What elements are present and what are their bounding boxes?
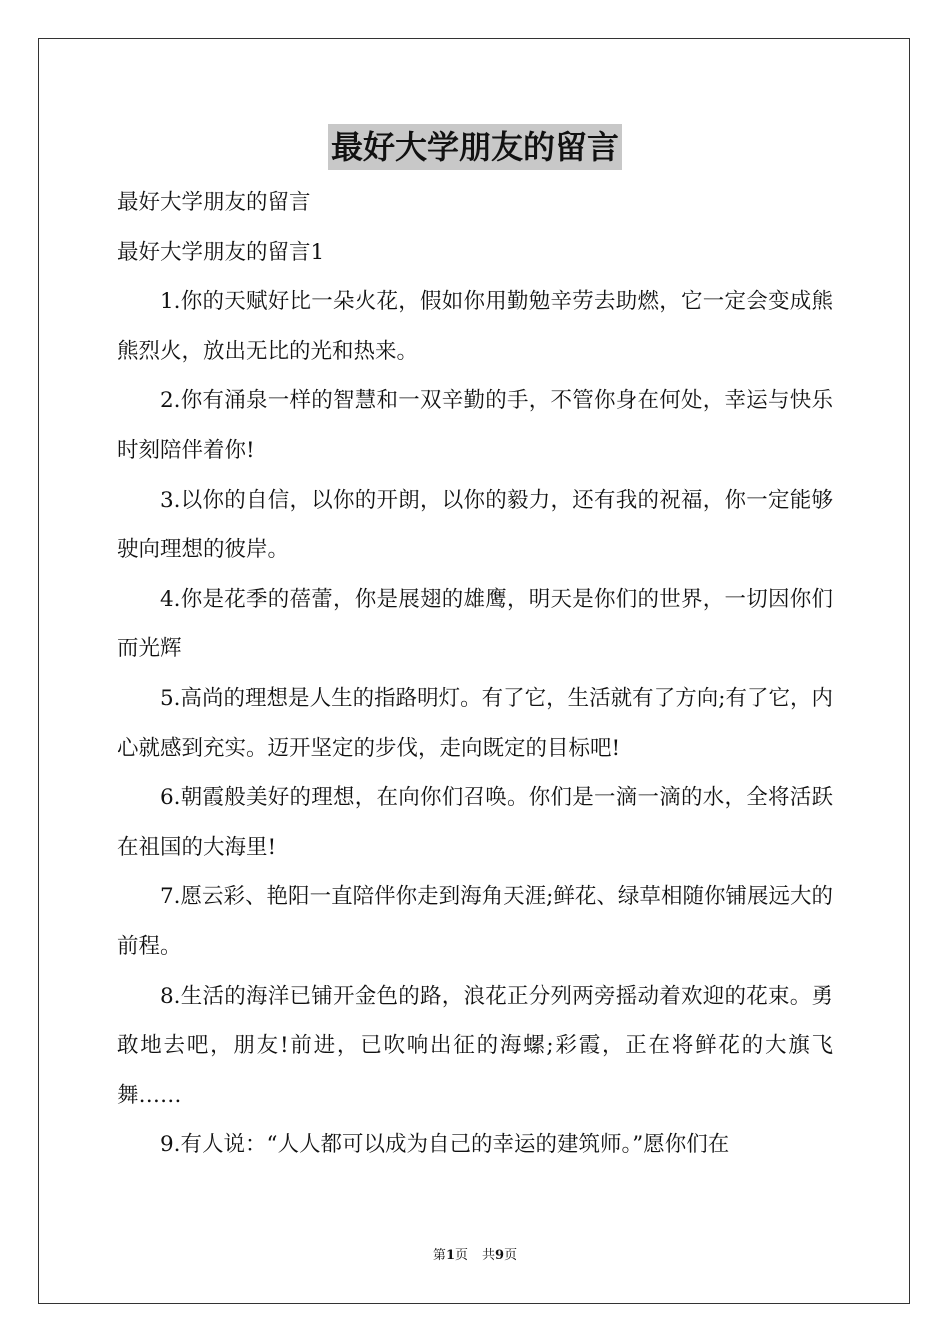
paragraph: 4.你是花季的蓓蕾，你是展翅的雄鹰，明天是你们的世界，一切因你们而光辉 — [117, 586, 833, 662]
paragraph: 7.愿云彩、艳阳一直陪伴你走到海角天涯;鲜花、绿草相随你铺展远大的前程。 — [117, 884, 833, 959]
paragraph: 2.你有涌泉一样的智慧和一双辛勤的手，不管你身在何处，幸运与快乐时刻陪伴着你! — [117, 388, 833, 463]
paragraph: 1.你的天赋好比一朵火花，假如你用勤勉辛劳去助燃，它一定会变成熊熊烈火，放出无比的光和热来。 — [117, 289, 833, 364]
paragraph: 8.生活的海洋已铺开金色的路，浪花正分列两旁摇动着欢迎的花束。勇敢地去吧，朋友!前进，已吹响出征的海螺;彩霞，正在将鲜花的大旗飞舞…… — [117, 983, 833, 1108]
title-area — [0, 124, 950, 170]
document-subtitle: 最好大学朋友的留言 — [117, 190, 311, 215]
document-body — [117, 178, 833, 1170]
paragraph: 6.朝霞般美好的理想，在向你们召唤。你们是一滴一滴的水，全将活跃在祖国的大海里! — [117, 785, 833, 860]
paragraph: 3.以你的自信，以你的开朗，以你的毅力，还有我的祝福，你一定能够驶向理想的彼岸。 — [117, 487, 833, 563]
page-number: 第1页 — [432, 1248, 468, 1263]
paragraph: 9.有人说：“人人都可以成为自己的幸运的建筑师。”愿你们在 — [160, 1132, 730, 1158]
page-total: 共9页 — [482, 1248, 518, 1263]
document-title: 最好大学朋友的留言 — [328, 124, 622, 170]
paragraph: 5.高尚的理想是人生的指路明灯。有了它，生活就有了方向;有了它，内心就感到充实。迈开坚定的步伐，走向既定的目标吧! — [117, 685, 833, 761]
section-heading: 最好大学朋友的留言1 — [117, 239, 325, 265]
page-footer — [0, 1247, 950, 1265]
